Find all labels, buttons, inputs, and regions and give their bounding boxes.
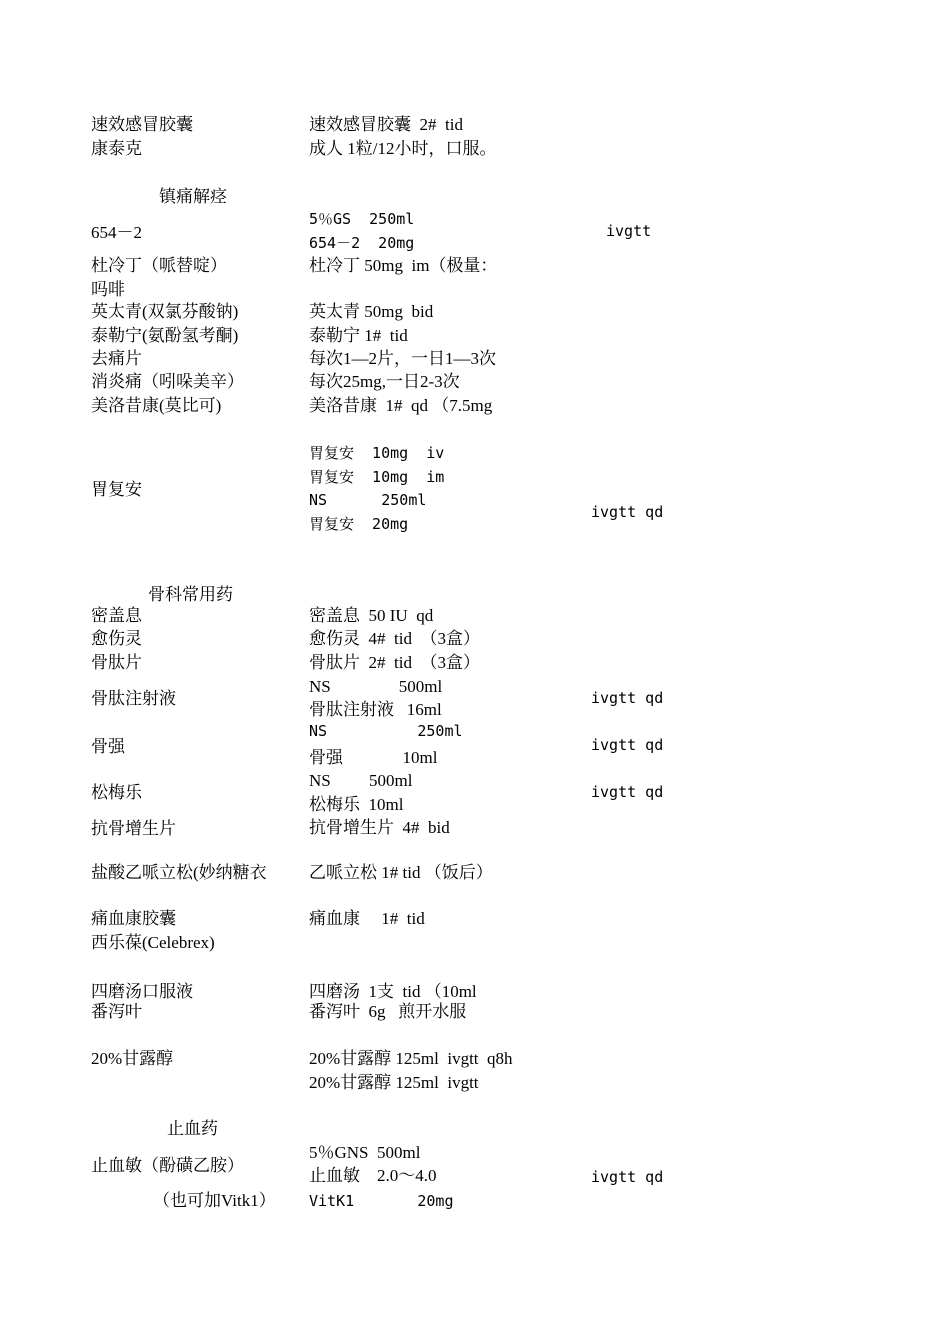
drug-dosage: 密盖息 50 IU qd xyxy=(309,606,434,625)
section-heading: 止血药 xyxy=(167,1119,218,1138)
drug-dosage: 泰勒宁 1# tid xyxy=(309,326,408,345)
drug-route: ivgtt qd xyxy=(591,736,664,754)
drug-name: 654－2 xyxy=(91,223,142,242)
drug-name: 四磨汤口服液 xyxy=(91,982,193,1001)
drug-dosage: 胃复安 10mg im xyxy=(309,468,445,486)
drug-dosage: 654－2 20mg xyxy=(309,234,415,252)
drug-name: 泰勒宁(氨酚氢考酮) xyxy=(91,326,239,345)
drug-dosage: NS 500ml xyxy=(309,677,443,696)
drug-name: 西乐葆(Celebrex) xyxy=(91,933,215,952)
drug-name: 骨肽片 xyxy=(91,653,142,672)
drug-name: 止血敏（酚磺乙胺） xyxy=(91,1156,244,1175)
drug-dosage: 速效感冒胶囊 2# tid xyxy=(309,115,463,134)
drug-name: 密盖息 xyxy=(91,606,142,625)
drug-dosage: NS 500ml xyxy=(309,771,413,790)
drug-dosage: 乙哌立松 1# tid （饭后） xyxy=(309,863,493,882)
drug-dosage: 抗骨增生片 4# bid xyxy=(309,818,450,837)
drug-name: 康泰克 xyxy=(91,139,142,158)
drug-name: 愈伤灵 xyxy=(91,629,142,648)
drug-name: 盐酸乙哌立松(妙纳糖衣 xyxy=(91,863,267,882)
drug-name: 抗骨增生片 xyxy=(91,819,176,838)
drug-dosage: 20%甘露醇 125ml ivgtt xyxy=(309,1073,479,1092)
drug-name: 胃复安 xyxy=(91,480,142,499)
section-heading: 镇痛解痉 xyxy=(159,187,227,206)
drug-name: 番泻叶 xyxy=(91,1002,142,1021)
drug-name: 英太青(双氯芬酸钠) xyxy=(91,302,239,321)
drug-dosage: NS 250ml xyxy=(309,491,427,509)
drug-route: ivgtt xyxy=(606,222,652,240)
drug-name: 松梅乐 xyxy=(91,783,142,802)
drug-dosage: 5％GNS 500ml xyxy=(309,1143,421,1162)
drug-dosage: 20%甘露醇 125ml ivgtt q8h xyxy=(309,1049,513,1068)
drug-dosage: 骨强 10ml xyxy=(309,748,438,767)
drug-dosage: 胃复安 10mg iv xyxy=(309,444,445,462)
drug-name: 速效感冒胶囊 xyxy=(91,115,193,134)
drug-route: ivgtt qd xyxy=(591,1168,664,1186)
drug-dosage: 美洛昔康 1# qd （7.5mg xyxy=(309,396,493,415)
drug-dosage: 每次25mg,一日2-3次 xyxy=(309,372,460,391)
drug-route: ivgtt qd xyxy=(591,783,664,801)
drug-route: ivgtt qd xyxy=(591,503,664,521)
drug-dosage: 杜冷丁 50mg im（极量： xyxy=(309,256,498,275)
section-heading: 骨科常用药 xyxy=(148,585,233,604)
drug-dosage: 番泻叶 6g 煎开水服 xyxy=(309,1002,467,1021)
drug-name: 杜冷丁（哌替啶） xyxy=(91,256,227,275)
drug-name: 消炎痛（吲哚美辛） xyxy=(91,372,244,391)
drug-name: 20%甘露醇 xyxy=(91,1049,174,1068)
drug-dosage: 松梅乐 10ml xyxy=(309,795,404,814)
drug-name: 吗啡 xyxy=(91,280,125,299)
drug-dosage: 胃复安 20mg xyxy=(309,515,409,533)
drug-dosage: 骨肽注射液 16ml xyxy=(309,700,442,719)
drug-name: 痛血康胶囊 xyxy=(91,909,176,928)
drug-dosage: NS 250ml xyxy=(309,722,463,740)
drug-dosage: 英太青 50mg bid xyxy=(309,302,434,321)
drug-name: 去痛片 xyxy=(91,349,142,368)
drug-route: ivgtt qd xyxy=(591,689,664,707)
drug-dosage: 每次1—2片，一日1—3次 xyxy=(309,349,496,368)
drug-name: 骨肽注射液 xyxy=(91,689,176,708)
drug-note: （也可加Vitk1） xyxy=(153,1191,276,1210)
drug-name: 美洛昔康(莫比可) xyxy=(91,396,222,415)
drug-dosage: 5％GS 250ml xyxy=(309,210,415,228)
drug-dosage: 止血敏 2.0～4.0 xyxy=(309,1166,437,1185)
drug-dosage: 愈伤灵 4# tid （3盒） xyxy=(309,629,480,648)
drug-dosage: 成人 1粒/12小时，口服。 xyxy=(309,139,497,158)
drug-dosage: 痛血康 1# tid xyxy=(309,909,425,928)
drug-name: 骨强 xyxy=(91,737,125,756)
drug-dosage: 四磨汤 1支 tid （10ml xyxy=(309,982,477,1001)
drug-dosage: 骨肽片 2# tid （3盒） xyxy=(309,653,480,672)
drug-dosage: VitK1 20mg xyxy=(309,1192,454,1210)
